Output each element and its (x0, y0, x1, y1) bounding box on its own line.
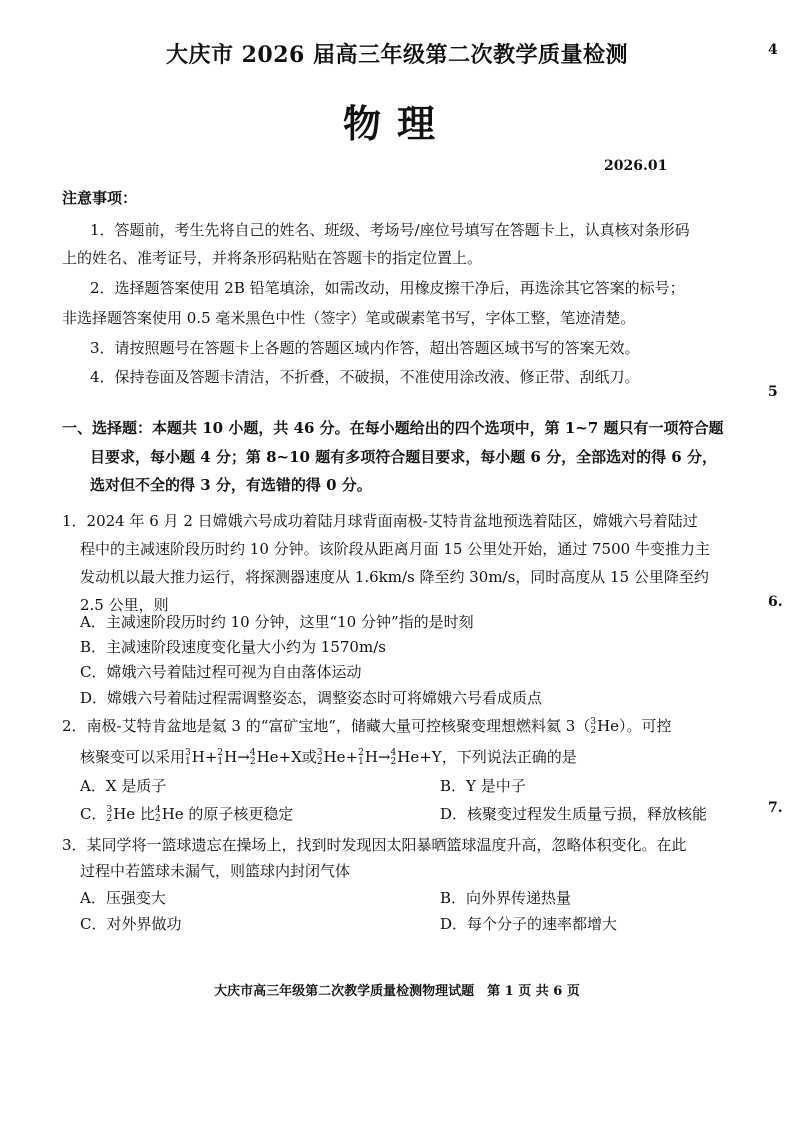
nuclide-label: 3 2 (590, 717, 597, 736)
q1-text: 1．2024 年 6 月 2 日嫦娥六号成功着陆月球背面南极-艾特肯盆地预选着陆区，嫦娥六号着陆过 (62, 512, 698, 530)
exam-title: 大庆市 2026 届高三年级第二次教学质量检测 (165, 42, 629, 68)
q2-option-c: C． 3 2 He 比 4 2 He 的原子核更稳定 (80, 805, 294, 824)
margin-number: 4 (768, 42, 778, 58)
margin-number: 5 (768, 384, 778, 400)
exam-date: 2026.01 (604, 158, 668, 174)
q2-option-d: D．核聚变过程发生质量亏损，释放核能 (440, 805, 708, 823)
notice-heading: 注意事项： (62, 189, 138, 207)
q3-text: 3．某同学将一篮球遗忘在操场上，找到时发现因太阳暴晒篮球温度升高，忽略体积变化。在此 (62, 836, 687, 854)
q3-option-a: A．压强变大 (80, 889, 166, 907)
q3-text: 过程中若篮球未漏气，则篮球内封闭气体 (80, 862, 351, 880)
q2-options-row1 (80, 776, 760, 796)
section-heading: 选对但不全的得 3 分，有选错的得 0 分。 (90, 476, 372, 494)
q3-options-row2 (80, 914, 760, 934)
q3-option-d: D．每个分子的速率都增大 (440, 915, 618, 933)
q2-options-row2 (80, 804, 760, 824)
margin-number: 6. (768, 594, 783, 610)
notice-line: 4．保持卷面及答题卡清洁，不折叠，不破损，不准使用涂改液、修正带、刮纸刀。 (90, 368, 640, 386)
notice-line: 1．答题前，考生先将自己的姓名、班级、考场号/座位号填写在答题卡上，认真核对条形码 (90, 221, 690, 239)
q1-option-a: A．主减速阶段历时约 10 分钟，这里“10 分钟”指的是时刻 (80, 613, 474, 631)
q1-option-d: D．嫦娥六号着陆过程需调整姿态，调整姿态时可将嫦娥六号看成质点 (80, 689, 543, 707)
q1-option-b: B．主减速阶段速度变化量大小约为 1570m/s (80, 638, 386, 656)
q2-option-a: A．X 是质子 (80, 777, 167, 795)
page-footer: 大庆市高三年级第二次教学质量检测物理试题 第 1 页 共 6 页 (214, 984, 580, 999)
q1-text: 2.5 公里，则 (80, 596, 169, 614)
q1-text: 发动机以最大推力运行，将探测器速度从 1.6km/s 降至约 30m/s，同时高度从 15 公里降至约 (80, 568, 709, 586)
fusion-equation-2: 3 2 He+ 2 1 H→ 4 2 He+Y (316, 748, 442, 767)
q2-line2: 核聚变可以采用 3 1 H+ 2 1 H→ 4 2 He+X或 3 2 He+ 2 1 H→ 4 2 He+Y，下列说法正确的是 (80, 748, 577, 767)
notice-line: 3．请按照题号在答题卡上各题的答题区域内作答，超出答题区域书写的答案无效。 (90, 339, 640, 357)
fusion-equation-1: 3 1 H+ 2 1 H→ 4 2 He+X (185, 748, 302, 767)
q2-line1: 2．南极-艾特肯盆地是氦 3 的“富矿宝地”，储藏大量可控核聚变理想燃料氦 3（ 3 2 He）。可控 (62, 717, 672, 736)
notice-line: 上的姓名、准考证号，并将条形码粘贴在答题卡的指定位置上。 (62, 249, 483, 267)
notice-line: 2．选择题答案使用 2B 铅笔填涂，如需改动，用橡皮擦干净后，再选涂其它答案的标号； (90, 279, 685, 297)
q1-text: 程中的主减速阶段历时约 10 分钟。该阶段从距离月面 15 公里处开始，通过 7500 牛变推力主 (80, 540, 710, 558)
notice-line: 非选择题答案使用 0.5 毫米黑色中性（签字）笔或碳素笔书写，字体工整，笔迹清楚。 (62, 309, 636, 327)
q3-options-row1 (80, 888, 760, 908)
q3-option-c: C．对外界做功 (80, 915, 182, 933)
section-heading: 目要求，每小题 4 分；第 8~10 题有多项符合题目要求，每小题 6 分，全部选对的得 6 分， (90, 448, 717, 466)
section-heading: 一、选择题：本题共 10 小题，共 46 分。在每小题给出的四个选项中，第 1~7 题只有一项符合题 (62, 419, 724, 437)
margin-number: 7. (768, 800, 783, 816)
q3-option-b: B．向外界传递热量 (440, 889, 572, 907)
q2-option-b: B．Y 是中子 (440, 777, 526, 795)
subject-title: 物理 (342, 101, 451, 146)
q1-option-c: C．嫦娥六号着陆过程可视为自由落体运动 (80, 663, 362, 681)
